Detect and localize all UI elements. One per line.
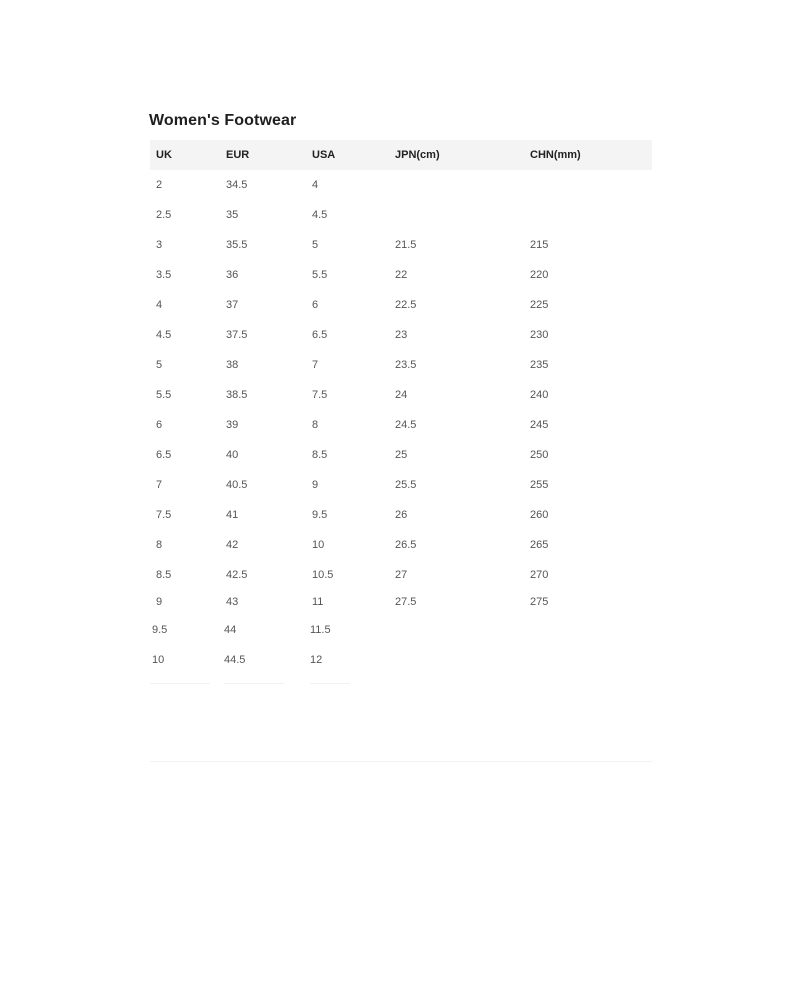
cell-jpn: 24: [395, 389, 408, 401]
page-title: Women's Footwear: [149, 112, 297, 129]
table-row: [150, 645, 652, 675]
cell-chn: 250: [530, 449, 549, 461]
cell-uk: 9.5: [152, 624, 168, 636]
table-row: [150, 410, 652, 440]
table-row: [150, 560, 652, 590]
cell-eur: 38.5: [226, 389, 248, 401]
cell-usa: 5: [312, 239, 319, 251]
cell-chn: 240: [530, 389, 549, 401]
column-header-uk: UK: [156, 149, 172, 161]
cell-usa: 5.5: [312, 269, 328, 281]
cell-uk: 4.5: [156, 329, 172, 341]
cell-chn: 265: [530, 539, 549, 551]
cell-chn: 230: [530, 329, 549, 341]
cell-usa: 10: [312, 539, 325, 551]
column-header-eur: EUR: [226, 149, 250, 161]
cell-chn: 255: [530, 479, 549, 491]
cell-jpn: 25: [395, 449, 408, 461]
cell-eur: 38: [226, 359, 239, 371]
cell-eur: 39: [226, 419, 239, 431]
cell-eur: 36: [226, 269, 239, 281]
cell-chn: 275: [530, 596, 549, 608]
column-header-jpn: JPN(cm): [395, 149, 440, 161]
cell-uk: 5.5: [156, 389, 172, 401]
cell-uk: 3: [156, 239, 163, 251]
cell-uk: 7.5: [156, 509, 172, 521]
cell-usa: 6: [312, 299, 319, 311]
table-row: [150, 320, 652, 350]
cell-usa: 4.5: [312, 209, 328, 221]
table-row: [150, 260, 652, 290]
cell-uk: 6.5: [156, 449, 172, 461]
cell-eur: 40: [226, 449, 239, 461]
cell-jpn: 22.5: [395, 299, 417, 311]
cell-uk: 8: [156, 539, 163, 551]
table-row: [150, 230, 652, 260]
cell-uk: 7: [156, 479, 163, 491]
table-row: [150, 470, 652, 500]
cell-chn: 220: [530, 269, 549, 281]
cell-uk: 9: [156, 596, 163, 608]
cell-uk: 2: [156, 179, 163, 191]
cell-chn: 235: [530, 359, 549, 371]
cell-usa: 8: [312, 419, 319, 431]
cell-usa: 9.5: [312, 509, 328, 521]
table-row: [150, 500, 652, 530]
cell-chn: 270: [530, 569, 549, 581]
cell-jpn: 26.5: [395, 539, 417, 551]
cell-eur: 42.5: [226, 569, 248, 581]
cell-eur: 44: [224, 624, 237, 636]
column-header-usa: USA: [312, 149, 336, 161]
table-row: [150, 590, 652, 615]
cell-jpn: 21.5: [395, 239, 417, 251]
size-chart-table: [150, 140, 652, 675]
cell-eur: 42: [226, 539, 239, 551]
cell-eur: 44.5: [224, 654, 246, 666]
cell-eur: 34.5: [226, 179, 248, 191]
cell-uk: 5: [156, 359, 163, 371]
cell-usa: 10.5: [312, 569, 334, 581]
cell-uk: 8.5: [156, 569, 172, 581]
cell-chn: 225: [530, 299, 549, 311]
row-divider: [150, 761, 652, 762]
cell-chn: 260: [530, 509, 549, 521]
cell-usa: 4: [312, 179, 319, 191]
cell-eur: 37: [226, 299, 239, 311]
cell-jpn: 27.5: [395, 596, 417, 608]
cell-eur: 35: [226, 209, 239, 221]
cell-uk: 10: [152, 654, 165, 666]
table-row: [150, 350, 652, 380]
cell-uk: 2.5: [156, 209, 172, 221]
cell-jpn: 23.5: [395, 359, 417, 371]
cell-eur: 37.5: [226, 329, 248, 341]
table-row: [150, 200, 652, 230]
cell-jpn: 25.5: [395, 479, 417, 491]
cell-uk: 4: [156, 299, 163, 311]
table-row: [150, 530, 652, 560]
cell-jpn: 26: [395, 509, 408, 521]
table-row: [150, 170, 652, 200]
cell-eur: 35.5: [226, 239, 248, 251]
cell-jpn: 23: [395, 329, 408, 341]
table-row: [150, 290, 652, 320]
table-row: [150, 440, 652, 470]
cell-uk: 6: [156, 419, 163, 431]
row-divider: [224, 683, 284, 684]
table-row: [150, 380, 652, 410]
cell-eur: 41: [226, 509, 239, 521]
cell-usa: 12: [310, 654, 323, 666]
cell-usa: 6.5: [312, 329, 328, 341]
cell-usa: 11.5: [310, 624, 331, 636]
cell-usa: 9: [312, 479, 319, 491]
cell-uk: 3.5: [156, 269, 172, 281]
cell-usa: 11: [312, 596, 324, 608]
cell-chn: 215: [530, 239, 549, 251]
row-divider: [150, 683, 210, 684]
cell-eur: 40.5: [226, 479, 248, 491]
cell-eur: 43: [226, 596, 239, 608]
cell-jpn: 24.5: [395, 419, 417, 431]
cell-jpn: 27: [395, 569, 408, 581]
cell-jpn: 22: [395, 269, 408, 281]
row-divider: [310, 683, 350, 684]
table-row: [150, 615, 652, 645]
cell-usa: 8.5: [312, 449, 328, 461]
cell-usa: 7: [312, 359, 319, 371]
table-header: [150, 140, 652, 170]
cell-chn: 245: [530, 419, 549, 431]
column-header-chn: CHN(mm): [530, 149, 581, 161]
cell-usa: 7.5: [312, 389, 328, 401]
